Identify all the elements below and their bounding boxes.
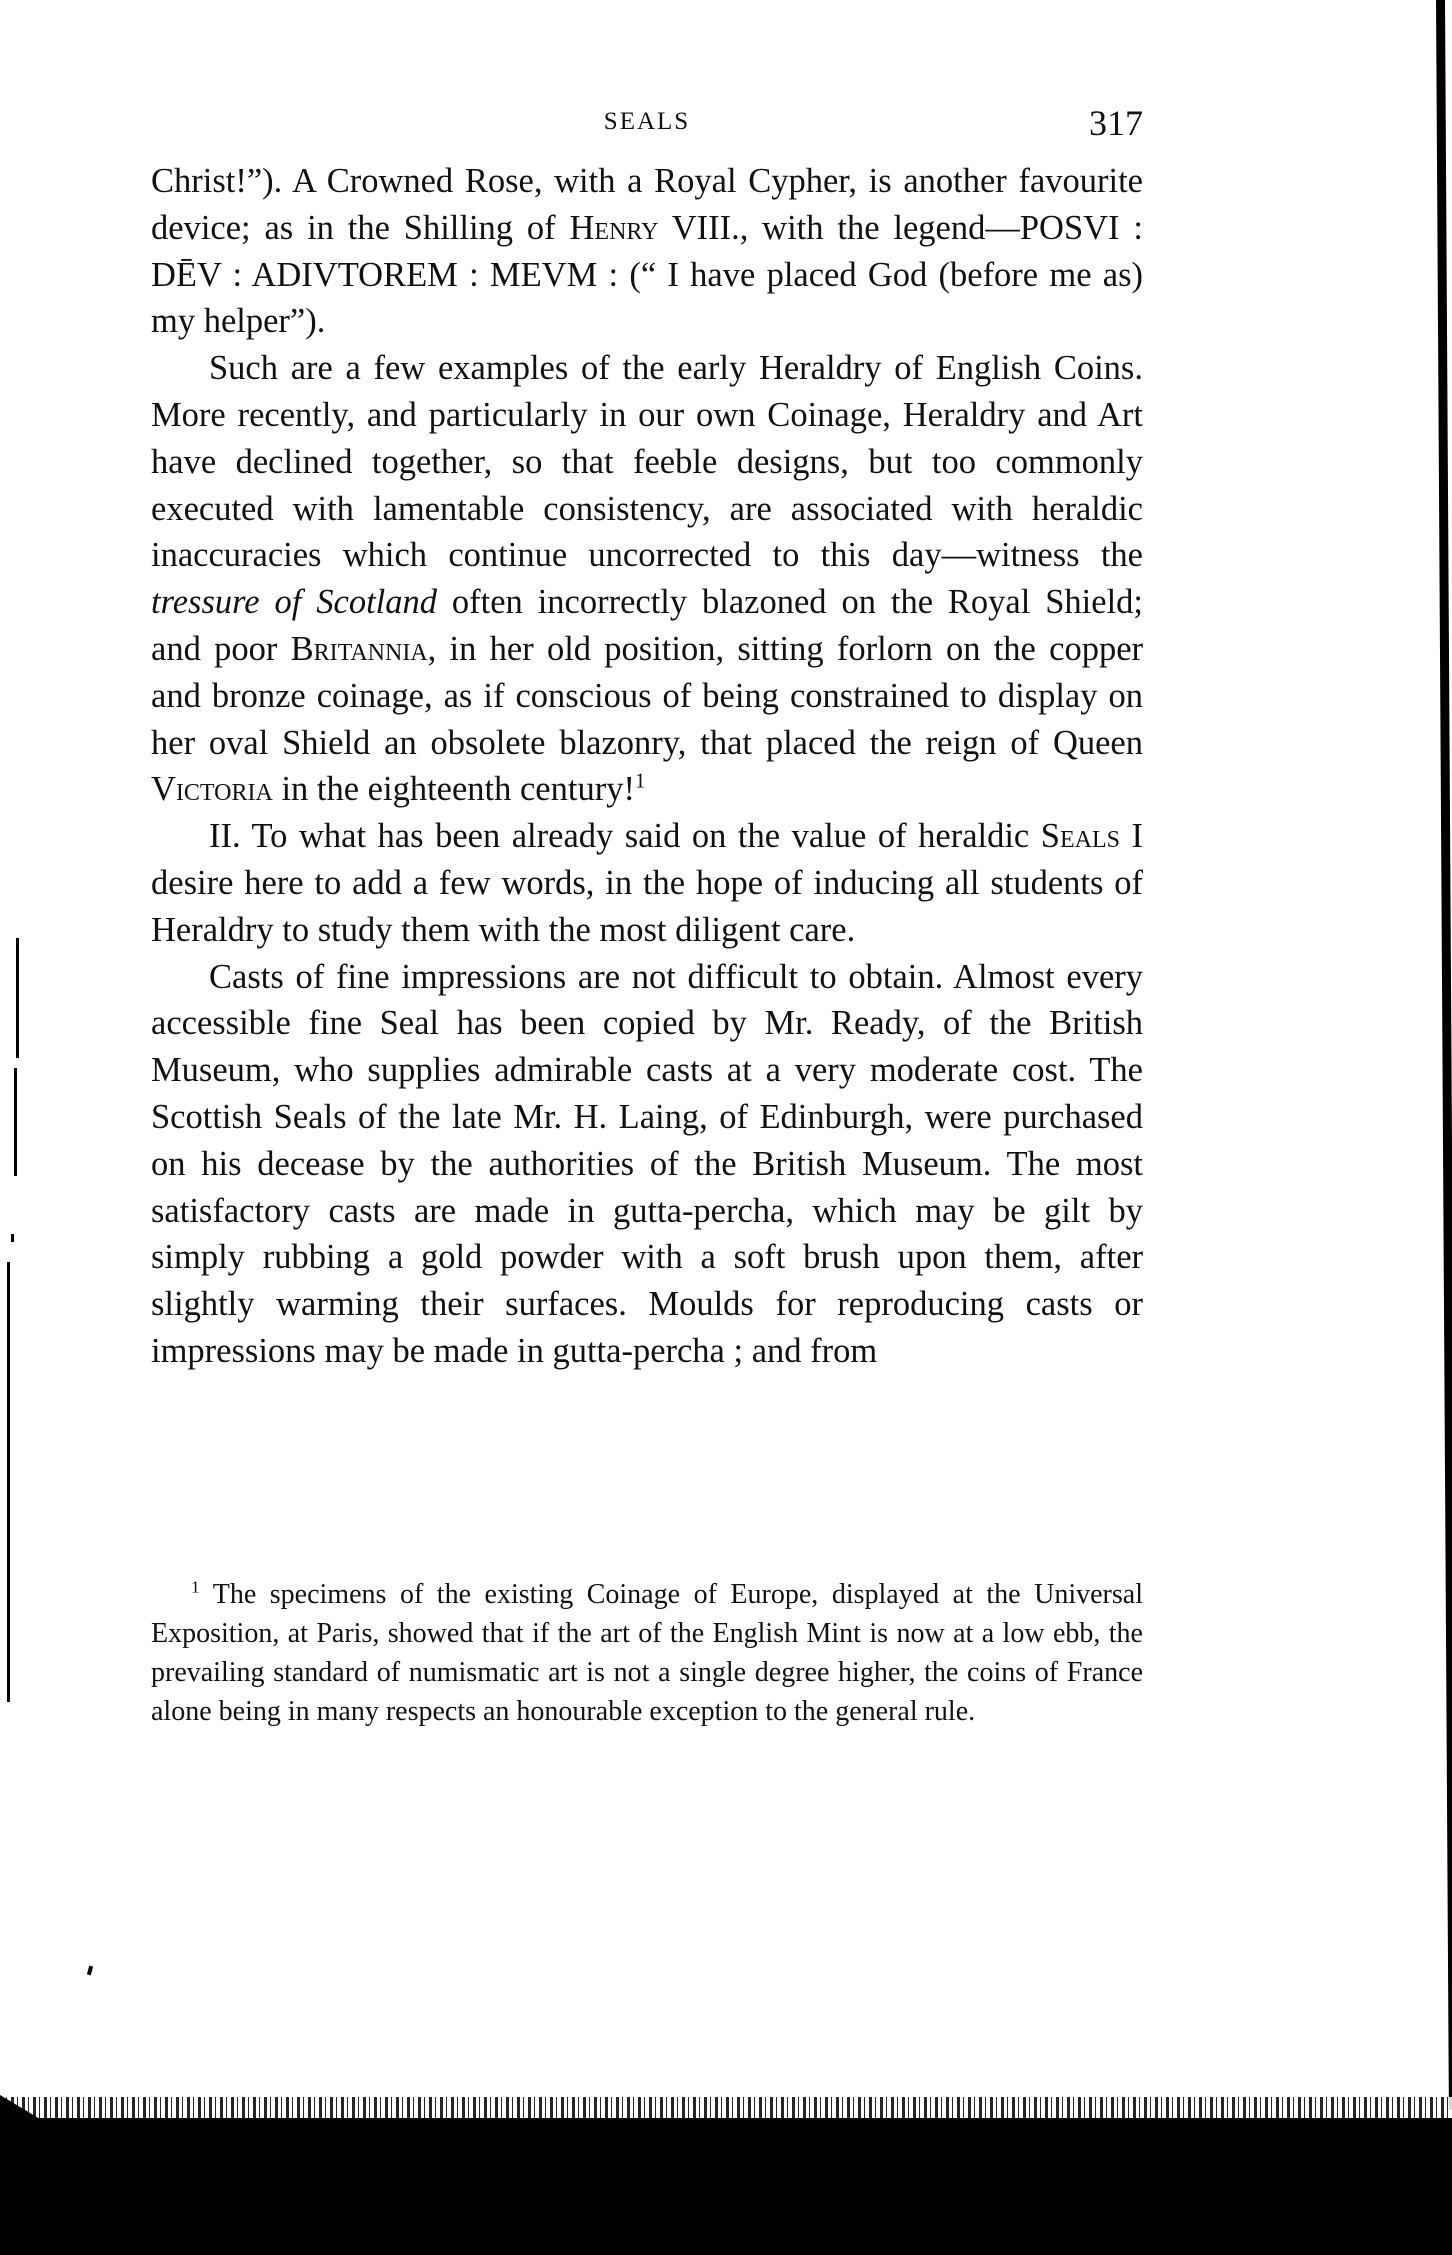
paragraph-1: Christ!”). A Crowned Rose, with a Royal Cypher, is another favourite device; as in the Shilling of Henry VIII., with the legend—POSVI : DĒV : ADIVTOREM : MEVM : (“ I have placed God (before me as) my helper”).: [151, 162, 1143, 341]
running-title: SEALS: [603, 108, 691, 135]
scan-artifact-left-edge: [7, 1262, 10, 1702]
name-victoria: Victoria: [151, 770, 273, 809]
name-britannia: Britannia: [290, 629, 428, 668]
scan-artifact-left-edge: [16, 938, 19, 1058]
page-number: 317: [1089, 103, 1143, 143]
footnotes: [151, 1575, 1143, 1731]
paragraph-4: Casts of fine impressions are not difficult to obtain. Almost every accessible fine Seal has been copied by Mr. Ready, of the British Museum, who supplies admirable casts at a very moderate cost. The Scottish Seals of the late Mr. H. Laing, of Edinburgh, were purchased on his decease by the authorities of the British Museum. The most satisfactory casts are made in gutta-percha, which may be gilt by simply rubbing a gold powder with a soft brush upon them, after slightly warming their surfaces. Moulds for reproducing casts or impressions may be made in gutta-percha ; and from: [151, 957, 1143, 1370]
paragraph-2: Such are a few examples of the early Heraldry of English Coins. More recently, and particularly in our own Coinage, Heraldry and Art have declined together, so that feeble designs, but too commonly executed with lamentable consistency, are associated with heraldic inaccuracies which continue uncorrected to this day—witness the tressure of Scotland often incorrectly blazoned on the Royal Shield; and poor Britannia, in her old position, sitting forlorn on the copper and bronze coinage, as if conscious of being constrained to display on her oval Shield an obsolete blazonry, that placed the reign of Queen Victoria in the eighteenth century!$^1$: [151, 349, 1143, 809]
name-henry: Henry: [569, 208, 659, 247]
scan-artifact-left-edge: [14, 1068, 17, 1176]
body-text: [151, 158, 1143, 1375]
scan-artifact-left-edge: [11, 1234, 14, 1242]
term-seals: Seals: [1040, 817, 1120, 856]
paragraph-3: II. To what has been already said on the value of heraldic Seals I desire here to add a few words, in the hope of inducing all students of Heraldry to study them with the most diligent care.: [151, 817, 1143, 949]
scan-artifact-bottom-band: [0, 2118, 1452, 2255]
scan-artifact-corner: [0, 2095, 40, 2119]
footnote-reference[interactable]: 1: [634, 770, 646, 793]
page-header: [151, 98, 1143, 144]
scan-artifact-speck: [87, 1966, 93, 1976]
italic-term: tressure of Scotland: [151, 583, 437, 622]
footnote-marker: 1: [191, 1577, 200, 1597]
scan-artifact-right-edge: [1436, 0, 1452, 2110]
footnote-1: $^1$ The specimens of the existing Coinage of Europe, displayed at the Universal Exposition, at Paris, showed that if the art of the English Mint is now at a low ebb, the prevailing standard of numismatic art is not a single degree higher, the coins of France alone being in many respects an honourable exception to the general rule.: [151, 1577, 1143, 1727]
